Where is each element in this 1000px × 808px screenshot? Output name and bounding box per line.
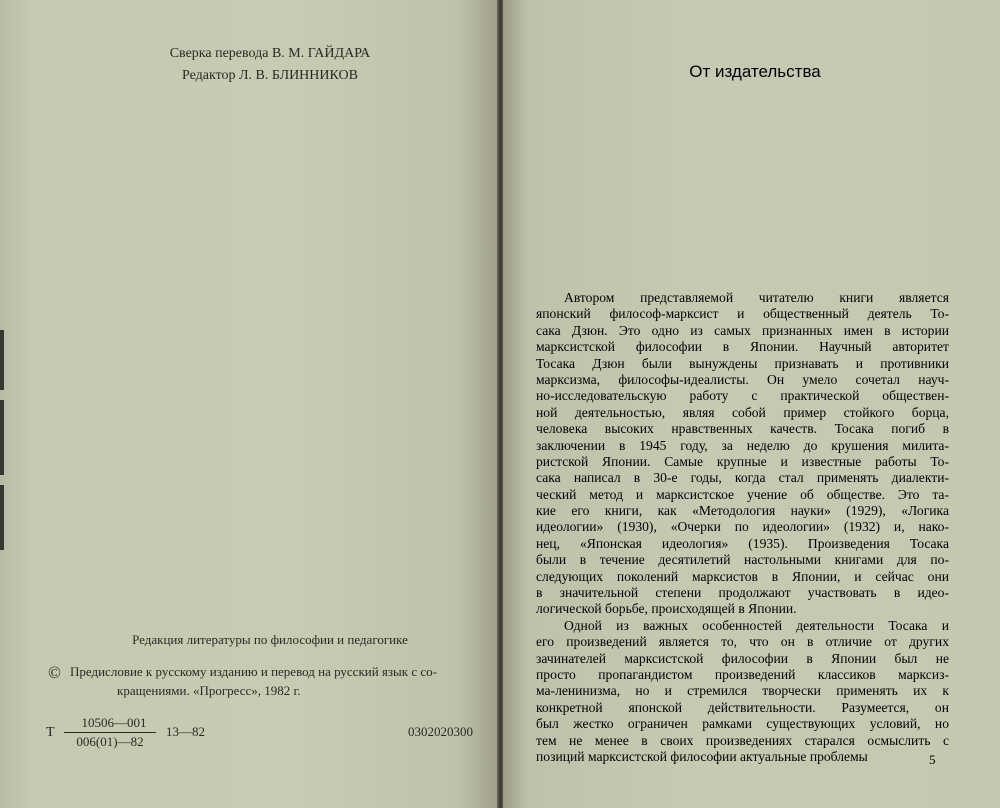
text-line: сака написал в 30-е годы, когда стал применять диалекти- xyxy=(536,470,949,486)
spine-edge-mark xyxy=(0,400,4,475)
text-line: ной деятельностью, являя собой пример стойкого борца, xyxy=(536,404,949,420)
text-line: его произведений является то, что он в отличие от других xyxy=(536,634,949,650)
text-line: японский философ-марксист и общественный деятель То- xyxy=(536,306,949,322)
text-line: в значительной степени продолжают участвовать в идео- xyxy=(536,585,949,601)
editor-credit: Редактор Л. В. БЛИННИКОВ xyxy=(182,68,358,83)
text-line: тем не менее в своих произведениях старался осмыслить с xyxy=(536,732,949,748)
fraction-rule xyxy=(64,732,156,733)
code-numerator: 10506—001 xyxy=(81,715,147,730)
text-line: сака Дзюн. Это одно из самых признанных имен в истории xyxy=(536,322,949,338)
code-series: 13—82 xyxy=(166,724,205,739)
credits-block xyxy=(120,43,420,87)
left-page xyxy=(0,0,498,808)
text-line: были в течение десятилетий настольными книгами для по- xyxy=(536,552,949,568)
page-number: 5 xyxy=(929,752,936,767)
publication-code xyxy=(46,715,476,755)
text-line: идеологии» (1930), «Очерки по идеологии» (1932) и, нако- xyxy=(536,519,949,535)
text-line: заключении в 1945 году, за неделю до крушения милита- xyxy=(536,437,949,453)
text-line: зачинателей марксистской философии в Японии был не xyxy=(536,650,949,666)
spine-edge-mark xyxy=(0,330,4,390)
text-line: Одной из важных особенностей деятельности Тосака и xyxy=(564,617,949,633)
code-number: 0302020300 xyxy=(408,724,473,739)
text-line: Тосака Дзюн были вынуждены признавать и противники xyxy=(536,355,949,371)
text-line: но-исследовательскую работу с практической обществен- xyxy=(536,388,949,404)
text-line: ма-ленинизма, но и стремился творчески применять их к xyxy=(536,683,949,699)
text-line: позиций марксистской философии актуальные проблемы xyxy=(536,748,868,764)
text-line: просто пропагандистом произведений классиков марксиз- xyxy=(536,666,949,682)
body-text xyxy=(536,290,949,765)
text-line: марксизма, философы-идеалисты. Он умело сочетал науч- xyxy=(536,371,949,387)
code-denominator: 006(01)—82 xyxy=(76,734,144,749)
text-line: марксистской философии в Японии. Научный авторитет xyxy=(536,339,949,355)
edition-note: Редакция литературы по философии и педагогике xyxy=(132,632,408,647)
text-line: человека высоких нравственных качеств. Тосака погиб в xyxy=(536,421,949,437)
paragraph-2 xyxy=(536,618,949,766)
copyright-line-2: кращениями. «Прогресс», 1982 г. xyxy=(117,683,301,698)
text-line: логической борьбе, происходящей в Японии. xyxy=(536,601,797,617)
page-heading: От издательства xyxy=(689,62,821,81)
copyright-line-1: Предисловие к русскому изданию и перевод на русский язык с со- xyxy=(70,664,437,679)
translation-check-credit: Сверка перевода В. М. ГАЙДАРА xyxy=(169,46,371,61)
code-prefix: Т xyxy=(46,725,55,740)
text-line: конкретной японской действительности. Разумеется, он xyxy=(536,699,949,715)
text-line: ческий метод и марксистское учение об обществе. Это та- xyxy=(536,486,949,502)
copyright-icon: © xyxy=(48,663,61,682)
text-line: ристской Японии. Самые крупные и известные работы То- xyxy=(536,453,949,469)
spine-edge-mark xyxy=(0,485,4,550)
text-line: был жестко ограничен рамками существующих условий, но xyxy=(536,716,949,732)
paragraph-1 xyxy=(536,290,949,618)
text-line: нец, «Японская идеология» (1935). Произведения Тосака xyxy=(536,535,949,551)
text-line: кие его книги, как «Методология науки» (1929), «Логика xyxy=(536,503,949,519)
text-line: Автором представляемой читателю книги является xyxy=(564,290,949,305)
text-line: следующих поколений марксистов в Японии, и сейчас они xyxy=(536,568,949,584)
